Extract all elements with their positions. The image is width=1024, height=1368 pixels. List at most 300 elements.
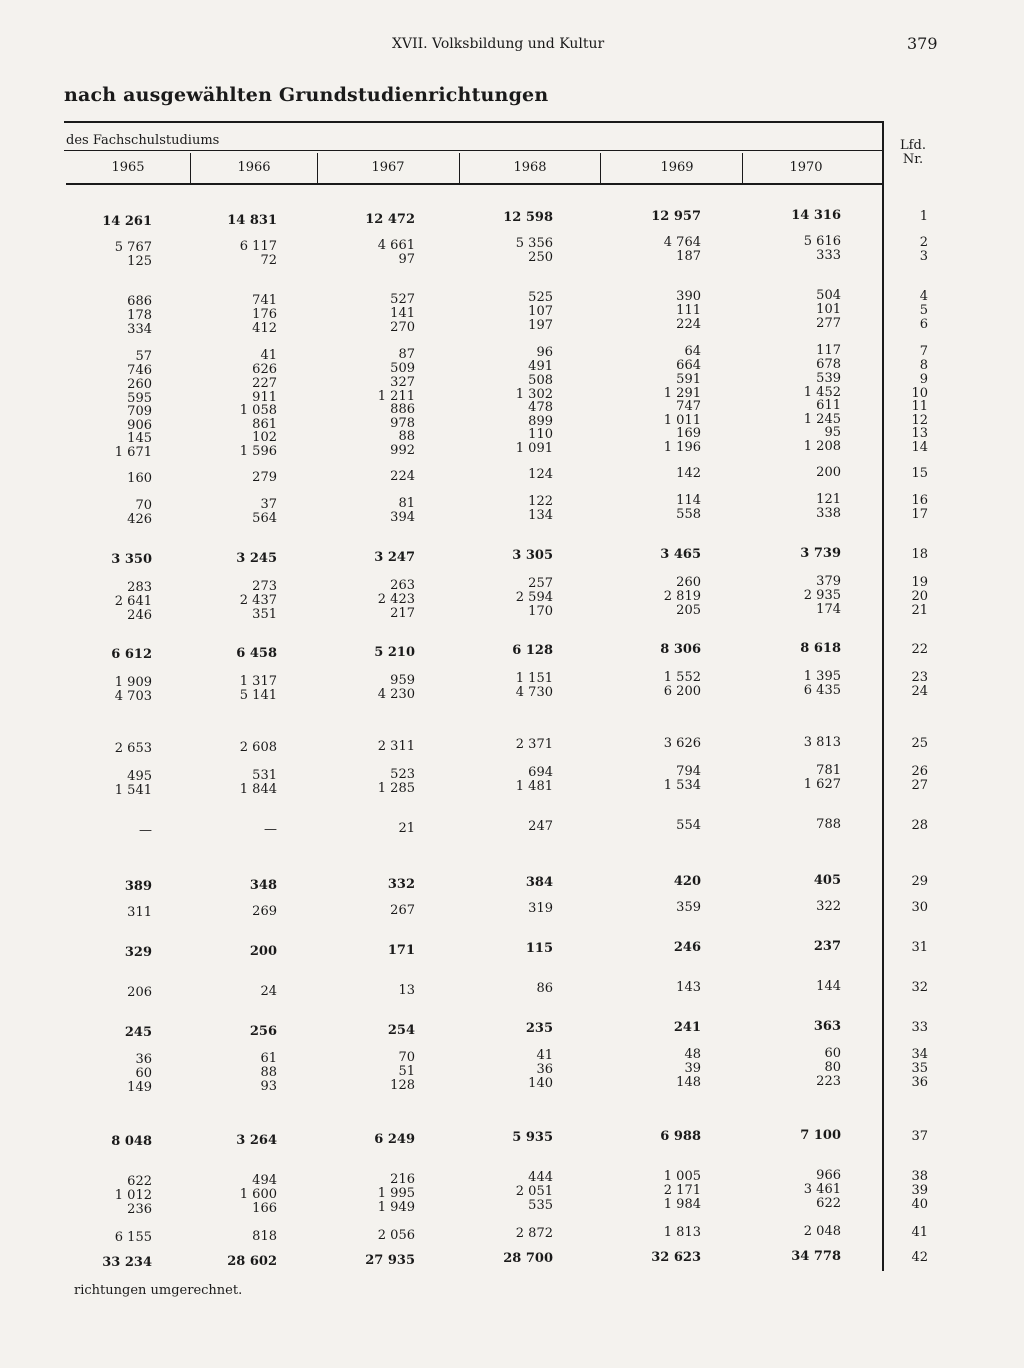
table-cell: 205 [676, 603, 701, 619]
table-cell: 107 [528, 304, 553, 320]
table-cell: 88 [398, 428, 415, 444]
table-cell: 384 [525, 875, 553, 891]
row-number: 10 [911, 386, 928, 401]
table-cell: 332 [387, 876, 415, 892]
table-cell: 2 594 [515, 590, 553, 606]
table-cell: 21 [398, 820, 415, 836]
table-cell: 2 051 [515, 1184, 553, 1200]
year-column-divider [190, 153, 191, 184]
table-cell: 102 [252, 429, 277, 445]
table-cell: 311 [127, 905, 152, 920]
row-number: 21 [911, 603, 928, 618]
table-cell: 1 813 [663, 1225, 701, 1241]
table-cell: 224 [676, 317, 701, 333]
table-cell: 491 [528, 359, 553, 375]
table-cell: 6 117 [239, 238, 277, 254]
row-number: 31 [911, 940, 928, 955]
table-cell: 1 317 [239, 673, 277, 689]
table-cell: — [264, 821, 277, 837]
table-cell: 333 [816, 248, 841, 263]
table-cell: 899 [528, 414, 553, 430]
table-cell: 2 311 [377, 738, 415, 754]
table-cell: 1 208 [803, 439, 841, 454]
table-cell: 169 [676, 426, 701, 442]
table-cell: 911 [252, 389, 277, 405]
table-cell: 2 048 [803, 1224, 841, 1239]
table-cell: 187 [676, 249, 701, 265]
table-cell: 72 [260, 252, 277, 268]
table-cell: 2 819 [663, 589, 701, 605]
table-cell: 1 596 [239, 443, 277, 459]
table-cell: 686 [127, 294, 152, 309]
table-cell: 6 155 [114, 1230, 152, 1245]
table-cell: 36 [536, 1062, 553, 1078]
table-cell: 5 935 [512, 1130, 553, 1146]
table-cell: 247 [528, 819, 553, 835]
table-cell: 495 [127, 769, 152, 784]
row-number: 27 [911, 778, 928, 793]
table-cell: 348 [249, 877, 277, 893]
table-cell: 70 [135, 498, 152, 513]
table-cell: 97 [398, 251, 415, 267]
lfd-label: Lfd. [900, 138, 926, 153]
table-cell: 531 [252, 767, 277, 783]
table-cell: 1 091 [515, 441, 553, 457]
table-cell: 254 [387, 1022, 415, 1038]
table-cell: 110 [528, 427, 553, 443]
table-cell: 260 [676, 575, 701, 591]
table-cell: 217 [390, 605, 415, 621]
column-header-year: 1970 [789, 160, 823, 175]
table-cell: 12 598 [503, 210, 553, 226]
table-cell: 3 245 [236, 550, 277, 566]
table-cell: 5 210 [374, 644, 415, 660]
table-cell: 1 196 [663, 440, 701, 456]
table-cell: 319 [528, 901, 553, 917]
table-cell: 1 151 [515, 671, 553, 687]
table-cell: 478 [528, 400, 553, 416]
row-number: 41 [911, 1225, 928, 1240]
table-cell: 245 [124, 1025, 152, 1040]
table-cell: 959 [390, 672, 415, 688]
table-cell: 1 245 [803, 412, 841, 427]
table-cell: 3 350 [111, 552, 152, 567]
year-column-divider [600, 153, 601, 184]
table-cell: 591 [676, 372, 701, 388]
table-cell: 246 [673, 940, 701, 956]
row-number: 6 [919, 317, 928, 332]
row-number: 35 [911, 1061, 928, 1076]
table-cell: 1 552 [663, 670, 701, 686]
table-cell: 966 [816, 1168, 841, 1183]
table-cell: 144 [816, 979, 841, 994]
table-cell: 405 [813, 873, 841, 888]
table-cell: 41 [260, 347, 277, 363]
table-cell: 95 [824, 425, 841, 440]
row-number: 15 [911, 466, 928, 481]
table-cell: 101 [816, 302, 841, 317]
table-cell: 1 285 [377, 780, 415, 796]
table-cell: 2 653 [114, 741, 152, 756]
table-cell: 260 [127, 377, 152, 392]
table-cell: 379 [816, 574, 841, 589]
table-cell: 236 [127, 1202, 152, 1217]
row-number: 29 [911, 874, 928, 889]
table-cell: 747 [676, 399, 701, 415]
table-cell: 3 626 [663, 736, 701, 752]
table-cell: 80 [824, 1060, 841, 1075]
table-cell: 3 739 [800, 546, 841, 561]
table-cell: 176 [252, 306, 277, 322]
table-cell: 351 [252, 606, 277, 622]
table-cell: 390 [676, 289, 701, 305]
table-cell: 322 [816, 899, 841, 914]
table-cell: 1 949 [377, 1199, 415, 1215]
row-number: 13 [911, 426, 928, 441]
table-cell: 1 995 [377, 1185, 415, 1201]
table-cell: 227 [252, 375, 277, 391]
table-cell: 664 [676, 358, 701, 374]
table-cell: 1 058 [239, 402, 277, 418]
row-number: 18 [911, 547, 928, 562]
table-cell: 257 [528, 576, 553, 592]
column-header-year: 1965 [111, 160, 145, 175]
table-cell: 166 [252, 1200, 277, 1216]
year-column-divider [742, 153, 743, 184]
table-cell: 6 988 [660, 1129, 701, 1145]
table-cell: 788 [816, 817, 841, 832]
table-cell: 267 [390, 902, 415, 918]
table-cell: 2 935 [803, 588, 841, 603]
table-cell: 564 [252, 510, 277, 526]
table-cell: 539 [816, 371, 841, 386]
table-cell: 6 128 [512, 643, 553, 659]
table-cell: 86 [536, 981, 553, 997]
table-cell: 2 872 [515, 1226, 553, 1242]
table-cell: 8 306 [660, 642, 701, 658]
row-number: 4 [919, 289, 928, 304]
column-header-year: 1969 [660, 160, 694, 175]
table-cell: 60 [135, 1066, 152, 1081]
table-cell: 200 [816, 465, 841, 480]
table-cell: 906 [127, 418, 152, 433]
row-number: 33 [911, 1020, 928, 1035]
row-number: 24 [911, 684, 928, 699]
table-cell: 1 600 [239, 1186, 277, 1202]
table-cell: 39 [684, 1061, 701, 1077]
row-number: 23 [911, 670, 928, 685]
table-cell: 978 [390, 415, 415, 431]
table-cell: 527 [390, 291, 415, 307]
table-cell: 197 [528, 318, 553, 334]
footnote: richtungen umgerechnet. [74, 1283, 243, 1298]
table-cell: 1 671 [114, 445, 152, 460]
table-cell: 57 [135, 349, 152, 364]
table-cell: 4 703 [114, 689, 152, 704]
row-number: 14 [911, 440, 928, 455]
table-cell: 111 [676, 303, 701, 319]
table-cell: 794 [676, 764, 701, 780]
table-cell: 115 [525, 941, 553, 957]
table-cell: 1 012 [114, 1188, 152, 1203]
table-cell: 140 [528, 1076, 553, 1092]
table-cell: 394 [390, 509, 415, 525]
table-cell: 8 618 [800, 641, 841, 656]
table-cell: 7 100 [800, 1128, 841, 1143]
table-cell: 2 423 [377, 591, 415, 607]
table-cell: 124 [528, 467, 553, 483]
table-cell: 41 [536, 1048, 553, 1064]
column-header-year: 1966 [237, 160, 271, 175]
table-cell: 1 291 [663, 386, 701, 402]
table-cell: 741 [252, 292, 277, 308]
table-cell: 206 [127, 985, 152, 1000]
table-cell: 4 730 [515, 685, 553, 701]
table-cell: 558 [676, 507, 701, 523]
table-cell: 338 [816, 506, 841, 521]
table-cell: 12 957 [651, 209, 701, 225]
table-cell: 508 [528, 373, 553, 389]
table-cell: 3 461 [803, 1182, 841, 1197]
row-number: 20 [911, 589, 928, 604]
table-cell: 128 [390, 1077, 415, 1093]
row-number: 3 [919, 249, 928, 264]
table-cell: 122 [528, 494, 553, 510]
row-number: 17 [911, 507, 928, 522]
table-cell: 142 [676, 466, 701, 482]
table-cell: 3 305 [512, 548, 553, 564]
row-number: 19 [911, 575, 928, 590]
table-cell: 1 302 [515, 387, 553, 403]
table-cell: 1 844 [239, 781, 277, 797]
table-cell: 200 [249, 943, 277, 959]
row-number: 1 [919, 209, 928, 224]
table-cell: 14 261 [102, 214, 152, 229]
table-cell: 329 [124, 945, 152, 960]
table-cell: 359 [676, 900, 701, 916]
table-cell: 160 [127, 471, 152, 486]
table-cell: 611 [816, 398, 841, 413]
table-cell: 61 [260, 1050, 277, 1066]
table-cell: 81 [398, 495, 415, 511]
table-cell: 444 [528, 1170, 553, 1186]
running-header: XVII. Volksbildung und Kultur [392, 36, 605, 52]
table-cell: 246 [127, 608, 152, 623]
row-number: 16 [911, 493, 928, 508]
table-cell: 2 171 [663, 1183, 701, 1199]
table-cell: 389 [124, 879, 152, 894]
year-column-divider [459, 153, 460, 184]
table-cell: 781 [816, 763, 841, 778]
table-cell: 8 048 [111, 1134, 152, 1149]
row-number: 8 [919, 358, 928, 373]
table-cell: 237 [813, 939, 841, 954]
row-number: 25 [911, 736, 928, 751]
table-cell: 277 [816, 316, 841, 331]
table-cell: 114 [676, 493, 701, 509]
table-cell: 363 [813, 1019, 841, 1034]
table-cell: 1 452 [803, 385, 841, 400]
table-cell: 27 935 [365, 1252, 415, 1268]
table-cell: 256 [249, 1023, 277, 1039]
row-number: 37 [911, 1129, 928, 1144]
table-cell: 694 [528, 765, 553, 781]
table-cell: 3 813 [803, 735, 841, 750]
table-cell: 509 [390, 360, 415, 376]
header-bottom-rule [66, 183, 882, 185]
table-cell: 148 [676, 1075, 701, 1091]
table-cell: 121 [816, 492, 841, 507]
table-cell: 504 [816, 288, 841, 303]
table-cell: 412 [252, 320, 277, 336]
table-cell: 327 [390, 374, 415, 390]
table-cell: 334 [127, 322, 152, 337]
table-cell: 2 437 [239, 592, 277, 608]
table-cell: 861 [252, 416, 277, 432]
row-number: 42 [911, 1250, 928, 1265]
table-cell: 34 778 [791, 1249, 841, 1264]
table-cell: — [139, 823, 152, 838]
table-cell: 523 [390, 766, 415, 782]
table-cell: 143 [676, 980, 701, 996]
table-cell: 6 200 [663, 684, 701, 700]
page-title: nach ausgewählten Grundstudienrichtungen [64, 84, 549, 106]
row-number: 38 [911, 1169, 928, 1184]
table-cell: 28 602 [227, 1253, 277, 1269]
table-cell: 1 909 [114, 675, 152, 690]
table-cell: 709 [127, 404, 152, 419]
table-cell: 60 [824, 1046, 841, 1061]
table-cell: 2 608 [239, 739, 277, 755]
table-cell: 270 [390, 319, 415, 335]
table-cell: 70 [398, 1049, 415, 1065]
table-cell: 1 005 [663, 1169, 701, 1185]
table-cell: 51 [398, 1063, 415, 1079]
table-cell: 263 [390, 577, 415, 593]
table-cell: 426 [127, 512, 152, 527]
table-cell: 145 [127, 431, 152, 446]
table-cell: 37 [260, 496, 277, 512]
row-number: 7 [919, 344, 928, 359]
table-cell: 88 [260, 1064, 277, 1080]
table-cell: 494 [252, 1172, 277, 1188]
table-cell: 4 764 [663, 235, 701, 251]
table-cell: 149 [127, 1080, 152, 1095]
table-cell: 216 [390, 1171, 415, 1187]
table-cell: 746 [127, 363, 152, 378]
row-number: 39 [911, 1183, 928, 1198]
table-cell: 595 [127, 391, 152, 406]
table-cell: 678 [816, 357, 841, 372]
row-number: 9 [919, 372, 928, 387]
table-cell: 622 [816, 1196, 841, 1211]
table-subheading: des Fachschulstudiums [66, 133, 220, 148]
table-cell: 5 141 [239, 687, 277, 703]
table-cell: 6 435 [803, 683, 841, 698]
table-cell: 525 [528, 290, 553, 306]
row-number: 40 [911, 1197, 928, 1212]
table-cell: 33 234 [102, 1255, 152, 1270]
table-cell: 1 984 [663, 1197, 701, 1213]
subhead-rule [64, 150, 882, 151]
table-cell: 3 465 [660, 547, 701, 563]
table-cell: 1 395 [803, 669, 841, 684]
table-cell: 273 [252, 578, 277, 594]
table-cell: 24 [260, 983, 277, 999]
page-number: 379 [907, 34, 938, 53]
table-cell: 96 [536, 345, 553, 361]
table-cell: 241 [673, 1020, 701, 1036]
table-cell: 535 [528, 1198, 553, 1214]
table-cell: 4 661 [377, 237, 415, 253]
table-cell: 6 458 [236, 645, 277, 661]
table-cell: 1 541 [114, 783, 152, 798]
table-cell: 1 627 [803, 777, 841, 792]
table-cell: 2 056 [377, 1227, 415, 1243]
table-cell: 1 211 [377, 388, 415, 404]
table-cell: 64 [684, 344, 701, 360]
row-number: 5 [919, 303, 928, 318]
table-cell: 626 [252, 361, 277, 377]
table-cell: 235 [525, 1021, 553, 1037]
row-number: 11 [911, 399, 928, 414]
table-cell: 223 [816, 1074, 841, 1089]
table-cell: 48 [684, 1047, 701, 1063]
table-cell: 2 371 [515, 737, 553, 753]
year-column-divider [317, 153, 318, 184]
table-cell: 2 641 [114, 594, 152, 609]
table-cell: 3 247 [374, 549, 415, 565]
column-header-year: 1968 [513, 160, 547, 175]
table-cell: 818 [252, 1228, 277, 1244]
table-cell: 420 [673, 874, 701, 890]
lfd-divider-line [882, 121, 884, 1271]
table-cell: 14 316 [791, 208, 841, 223]
table-cell: 886 [390, 401, 415, 417]
row-number: 34 [911, 1047, 928, 1062]
table-cell: 283 [127, 580, 152, 595]
row-number: 2 [919, 235, 928, 250]
table-cell: 992 [390, 442, 415, 458]
table-cell: 1 481 [515, 779, 553, 795]
column-header-year: 1967 [371, 160, 405, 175]
table-cell: 4 230 [377, 686, 415, 702]
row-number: 36 [911, 1075, 928, 1090]
table-cell: 6 612 [111, 647, 152, 662]
table-cell: 174 [816, 602, 841, 617]
row-number: 26 [911, 764, 928, 779]
table-cell: 171 [387, 942, 415, 958]
table-cell: 141 [390, 305, 415, 321]
table-cell: 3 264 [236, 1132, 277, 1148]
top-rule [64, 121, 882, 123]
row-number: 28 [911, 818, 928, 833]
table-cell: 6 249 [374, 1131, 415, 1147]
nr-label: Nr. [902, 152, 924, 167]
table-cell: 5 616 [803, 234, 841, 249]
table-cell: 178 [127, 308, 152, 323]
row-number: 22 [911, 642, 928, 657]
table-cell: 1 011 [663, 413, 701, 429]
table-cell: 32 623 [651, 1250, 701, 1266]
row-number: 32 [911, 980, 928, 995]
table-cell: 134 [528, 508, 553, 524]
table-cell: 93 [260, 1078, 277, 1094]
table-cell: 36 [135, 1052, 152, 1067]
table-cell: 5 767 [114, 240, 152, 255]
table-cell: 28 700 [503, 1251, 553, 1267]
table-cell: 269 [252, 903, 277, 919]
